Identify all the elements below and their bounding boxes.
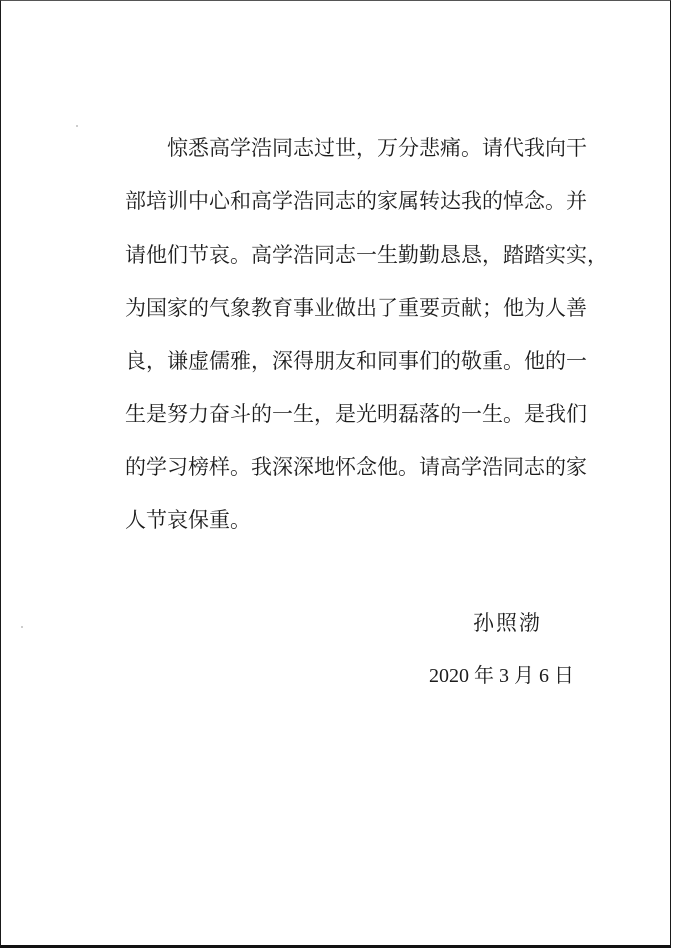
letter-line-7: 的学习榜样。我深深地怀念他。请高学浩同志的家: [125, 455, 587, 479]
letter-line-4: 为国家的气象教育事业做出了重要贡献；他为人善: [125, 296, 587, 320]
letter-line-3: 请他们节哀。高学浩同志一生勤勤恳恳，踏踏实实，: [125, 243, 608, 267]
letter-line-6: 生是努力奋斗的一生，是光明磊落的一生。是我们: [125, 402, 587, 426]
letter-line-8: 人节哀保重。: [125, 508, 251, 532]
scan-speck: [21, 626, 23, 628]
letter-line-1: 惊悉高学浩同志过世，万分悲痛。请代我向干: [167, 136, 587, 160]
scan-speck: [76, 125, 78, 127]
letter-line-2: 部培训中心和高学浩同志的家属转达我的悼念。并: [125, 189, 587, 213]
letter-line-5: 良，谦虚儒雅，深得朋友和同事们的敬重。他的一: [125, 349, 587, 373]
letter-date: 2020 年 3 月 6 日: [429, 665, 574, 687]
signature: 孙照渤: [473, 611, 542, 635]
